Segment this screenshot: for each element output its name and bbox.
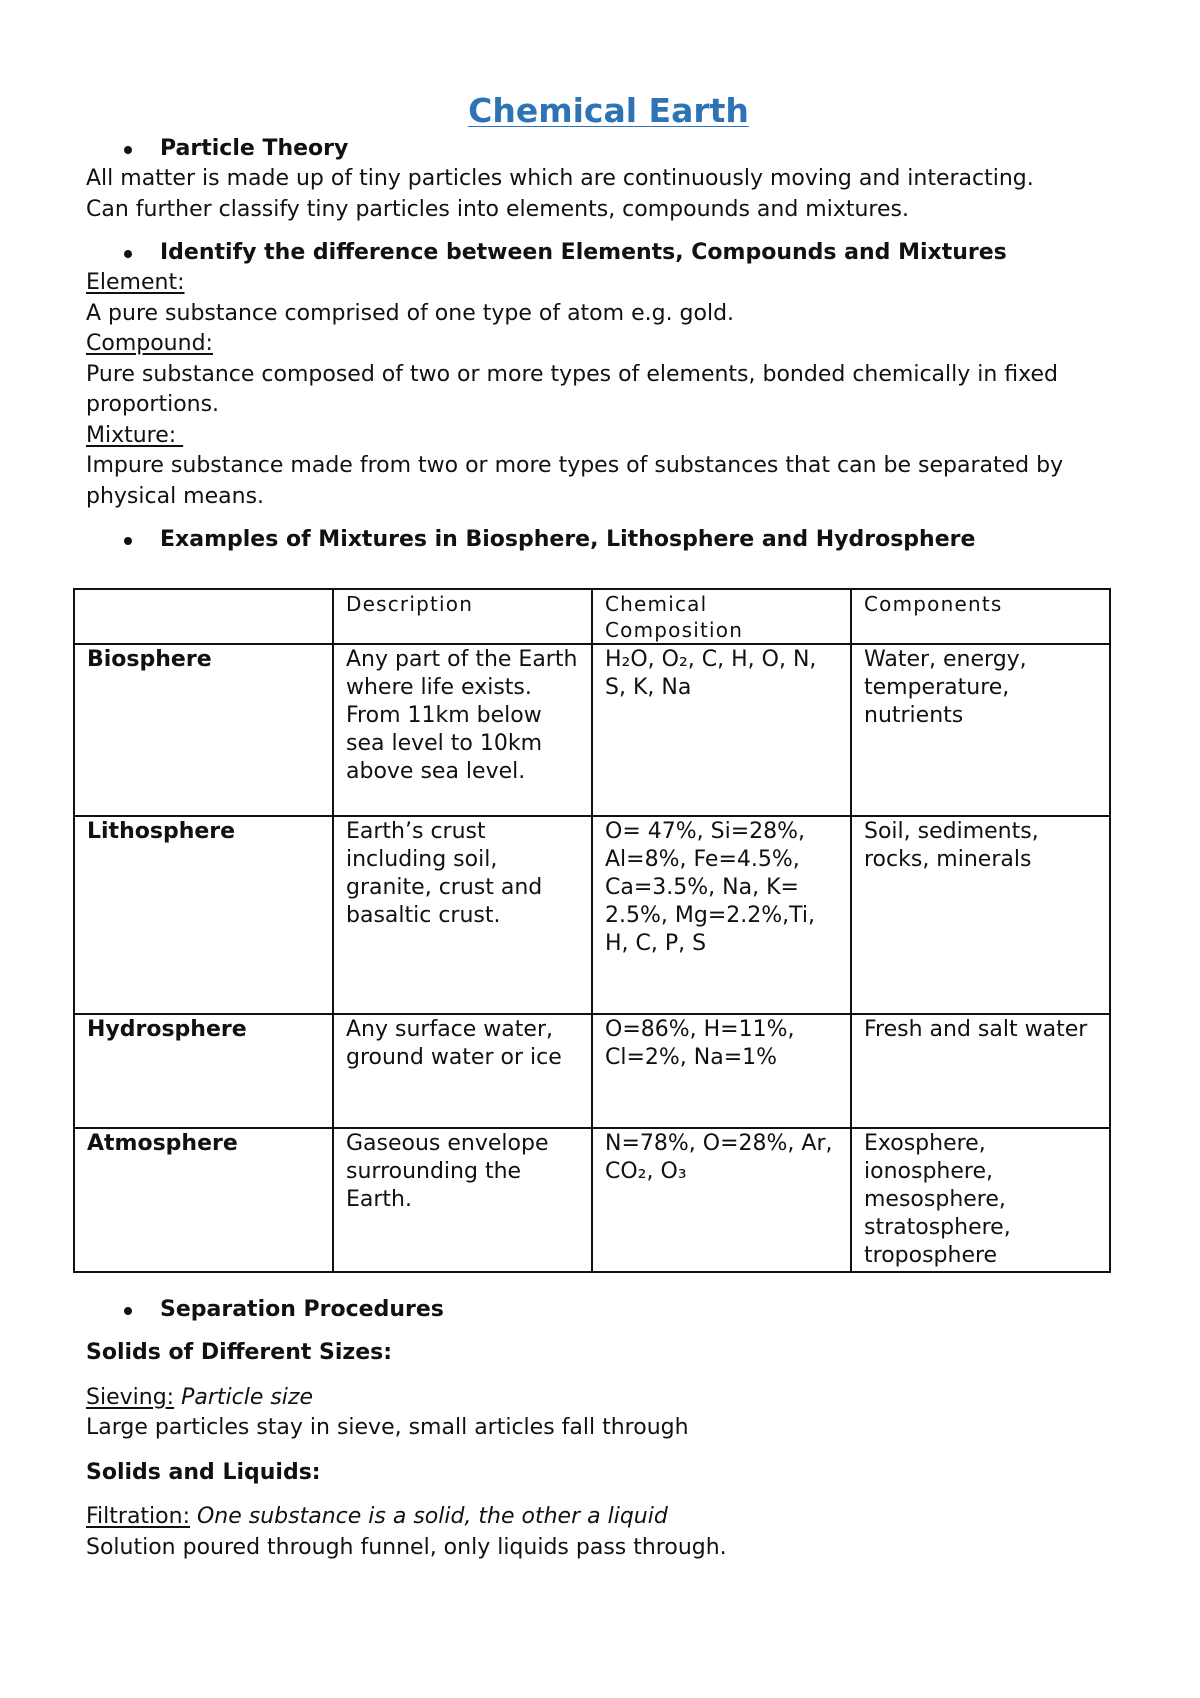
table-header-cell: Description [333, 589, 592, 644]
table-header-cell [74, 589, 333, 644]
page-title: Chemical Earth [468, 91, 749, 130]
paragraph: Can further classify tiny particles into elements, compounds and mixtures. [86, 196, 909, 222]
method-line [86, 1383, 1131, 1414]
bullet-icon [124, 537, 132, 545]
components-cell: Fresh and salt water [851, 1014, 1110, 1128]
description-cell: Earth’s crust including soil, granite, crust and basaltic crust. [333, 816, 592, 1014]
composition-cell: N=78%, O=28%, Ar, CO₂, O₃ [592, 1128, 851, 1272]
heading-text: Particle Theory [160, 136, 349, 161]
composition-cell: O=86%, H=11%, Cl=2%, Na=1% [592, 1014, 851, 1128]
components-cell: Soil, sediments, rocks, minerals [851, 816, 1110, 1014]
heading-text: Separation Procedures [160, 1297, 444, 1322]
method-basis: One substance is a solid, the other a liquid [196, 1504, 668, 1529]
table-header-cell: Chemical Composition [592, 589, 851, 644]
mixtures-table [73, 588, 1111, 1273]
compound-definition: Pure substance composed of two or more types of elements, bonded chemically in fixed proportions. [86, 361, 1059, 417]
components-cell: Exosphere, ionosphere, mesosphere, stratosphere, troposphere [851, 1128, 1110, 1272]
element-label: Element: [86, 270, 185, 295]
mixture-label: Mixture: [86, 422, 184, 448]
sphere-name: Atmosphere [74, 1128, 333, 1272]
table-row [74, 1128, 1110, 1272]
heading-examples [86, 525, 1131, 555]
document-page [86, 90, 1131, 555]
bullet-icon [124, 1307, 132, 1315]
separation-section [86, 1295, 1131, 1563]
element-definition: A pure substance comprised of one type of atom e.g. gold. [86, 300, 735, 326]
method-description: Large particles stay in sieve, small articles fall through [86, 1415, 689, 1440]
table-header-cell: Components [851, 589, 1110, 644]
sphere-name: Lithosphere [74, 816, 333, 1014]
mixture-definition: Impure substance made from two or more types of substances that can be separated by physical means. [86, 453, 1064, 509]
sphere-name: Hydrosphere [74, 1014, 333, 1128]
description-cell: Any surface water, ground water or ice [333, 1014, 592, 1128]
description-cell: Gaseous envelope surrounding the Earth. [333, 1128, 592, 1272]
method-line [86, 1502, 1131, 1533]
paragraph: All matter is made up of tiny particles which are continuously moving and interacting. [86, 166, 1034, 191]
sphere-name: Biosphere [74, 644, 333, 816]
table-row [74, 1014, 1110, 1128]
heading-particle-theory [86, 134, 1131, 164]
table-header-row [74, 589, 1110, 644]
components-cell: Water, energy, temperature, nutrients [851, 644, 1110, 816]
heading-separation [86, 1295, 1131, 1325]
subheading-solids-sizes: Solids of Different Sizes: [86, 1340, 393, 1365]
bullet-icon [124, 250, 132, 258]
table-row [74, 816, 1110, 1014]
composition-cell: H₂O, O₂, C, H, O, N, S, K, Na [592, 644, 851, 816]
bullet-icon [124, 146, 132, 154]
heading-text: Examples of Mixtures in Biosphere, Lithosphere and Hydrosphere [160, 527, 976, 552]
table-row [74, 644, 1110, 816]
method-name: Sieving: [86, 1384, 175, 1410]
heading-identify [86, 238, 1131, 268]
method-basis: Particle size [181, 1384, 314, 1410]
compound-label: Compound: [86, 331, 213, 356]
heading-text: Identify the difference between Elements, Compounds and Mixtures [160, 240, 1007, 265]
subheading-solids-liquids: Solids and Liquids: [86, 1459, 321, 1485]
description-cell: Any part of the Earth where life exists. From 11km below sea level to 10km above sea level. [333, 644, 592, 816]
method-description: Solution poured through funnel, only liquids pass through. [86, 1534, 727, 1560]
composition-cell: O= 47%, Si=28%, Al=8%, Fe=4.5%, Ca=3.5%, Na, K= 2.5%, Mg=2.2%,Ti, H, C, P, S [592, 816, 851, 1014]
method-name: Filtration: [86, 1504, 190, 1529]
